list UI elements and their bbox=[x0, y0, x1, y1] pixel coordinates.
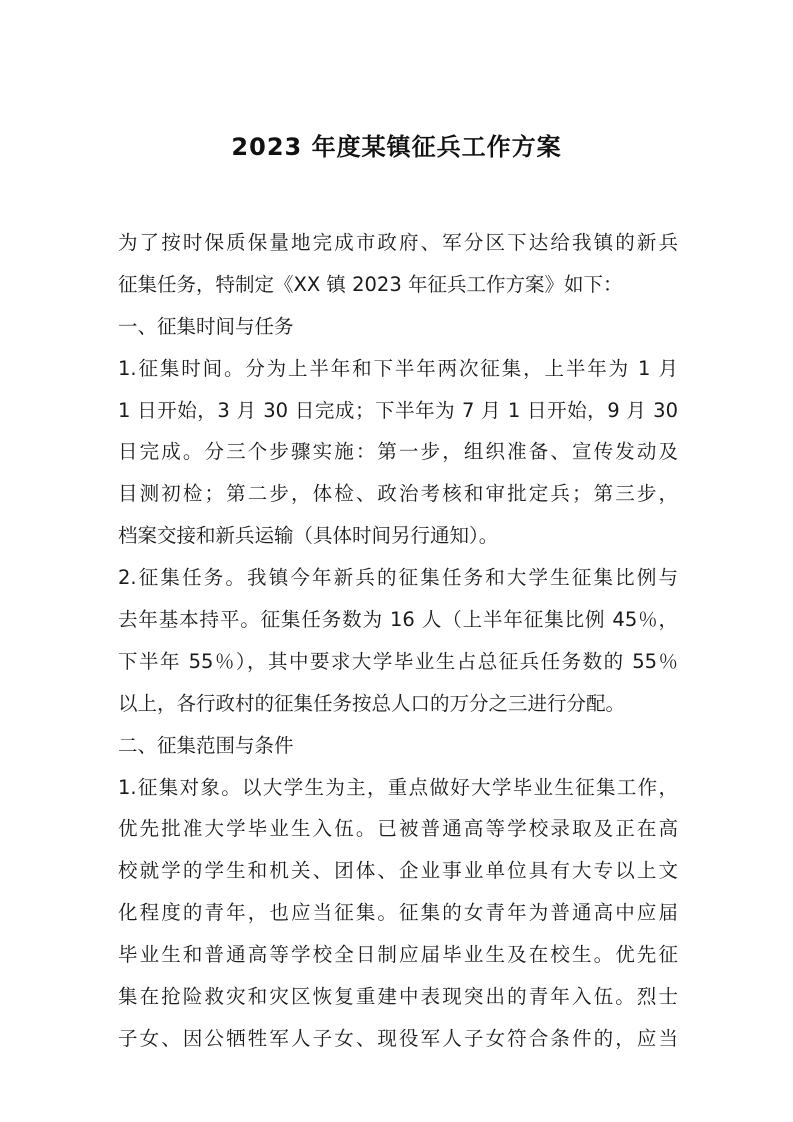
body-line: 为了按时保质保量地完成市政府、军分区下达给我镇的新兵 bbox=[118, 231, 678, 254]
body-line: 档案交接和新兵运输（具体时间另行通知）。 bbox=[118, 524, 499, 548]
body-line: 子女、因公牺牲军人子女、现役军人子女符合条件的，应当 bbox=[118, 1026, 678, 1050]
body-line: 下半年 55％），其中要求大学毕业生占总征兵任务数的 55％ bbox=[118, 649, 678, 673]
body-line: 日完成。分三个步骤实施：第一步，组织准备、宣传发动及 bbox=[118, 440, 678, 464]
body-line: 以上，各行政村的征集任务按总人口的万分之三进行分配。 bbox=[118, 691, 626, 715]
body-line: 校就学的学生和机关、团体、企业事业单位具有大专以上文 bbox=[118, 859, 678, 883]
body-line: 1.征集时间。分为上半年和下半年两次征集，上半年为 1 月 bbox=[118, 356, 678, 380]
body-line: 化程度的青年，也应当征集。征集的女青年为普通高中应届 bbox=[118, 901, 678, 925]
document-title: 2023 年度某镇征兵工作方案 bbox=[231, 133, 562, 161]
body-line: 目测初检；第二步，体检、政治考核和审批定兵；第三步， bbox=[118, 482, 678, 506]
body-line: 1.征集对象。以大学生为主，重点做好大学毕业生征集工作， bbox=[118, 775, 678, 799]
body-line: 毕业生和普通高等学校全日制应届毕业生及在校生。优先征 bbox=[118, 943, 678, 967]
body-line: 去年基本持平。征集任务数为 16 人（上半年征集比例 45％， bbox=[118, 608, 678, 632]
body-line: 集在抢险救灾和灾区恢复重建中表现突出的青年入伍。烈士 bbox=[118, 985, 678, 1009]
body-line: 一、征集时间与任务 bbox=[118, 314, 294, 338]
body-line: 1 日开始，3 月 30 日完成；下半年为 7 月 1 日开始，9 月 30 bbox=[118, 398, 678, 422]
body-line: 征集任务，特制定《XX 镇 2023 年征兵工作方案》如下： bbox=[118, 272, 623, 296]
body-line: 优先批准大学毕业生入伍。已被普通高等学校录取及正在高 bbox=[118, 817, 678, 841]
body-line: 二、征集范围与条件 bbox=[118, 733, 294, 757]
body-line: 2.征集任务。我镇今年新兵的征集任务和大学生征集比例与 bbox=[118, 566, 678, 590]
document-body bbox=[118, 222, 678, 1060]
